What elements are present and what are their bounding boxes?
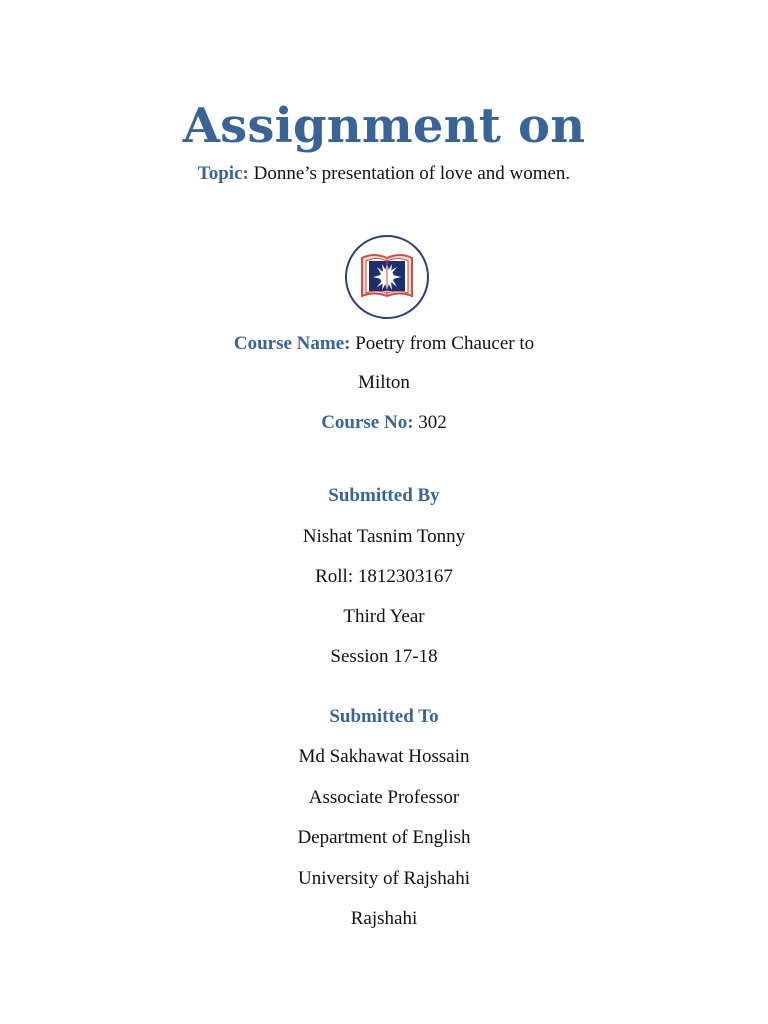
student-year: Third Year (343, 606, 425, 627)
course-name-continued: Milton (358, 372, 410, 393)
course-no-label: Course No: (321, 412, 414, 433)
student-session: Session 17-18 (330, 646, 438, 667)
submitted-to-heading: Submitted To (329, 706, 439, 727)
teacher-name: Md Sakhawat Hossain (298, 746, 470, 767)
course-name-value: Poetry from Chaucer to (350, 333, 535, 354)
university-seal-icon (344, 234, 430, 320)
course-name-label: Course Name: (233, 333, 351, 354)
teacher-department: Department of English (297, 827, 471, 848)
topic-line (0, 163, 768, 185)
course-no-value: 302 (413, 412, 447, 433)
teacher-university: University of Rajshahi (297, 868, 471, 889)
teacher-city: Rajshahi (350, 908, 418, 929)
page-title: Assignment on (182, 98, 586, 154)
course-no-line (0, 412, 768, 434)
teacher-designation: Associate Professor (308, 787, 460, 808)
topic-value: Donne’s presentation of love and women. (248, 163, 571, 184)
student-roll: Roll: 1812303167 (315, 566, 453, 587)
student-name: Nishat Tasnim Tonny (302, 526, 466, 547)
course-name-line (0, 333, 768, 355)
submitted-by-heading: Submitted By (328, 485, 440, 506)
topic-label: Topic: (197, 163, 249, 184)
